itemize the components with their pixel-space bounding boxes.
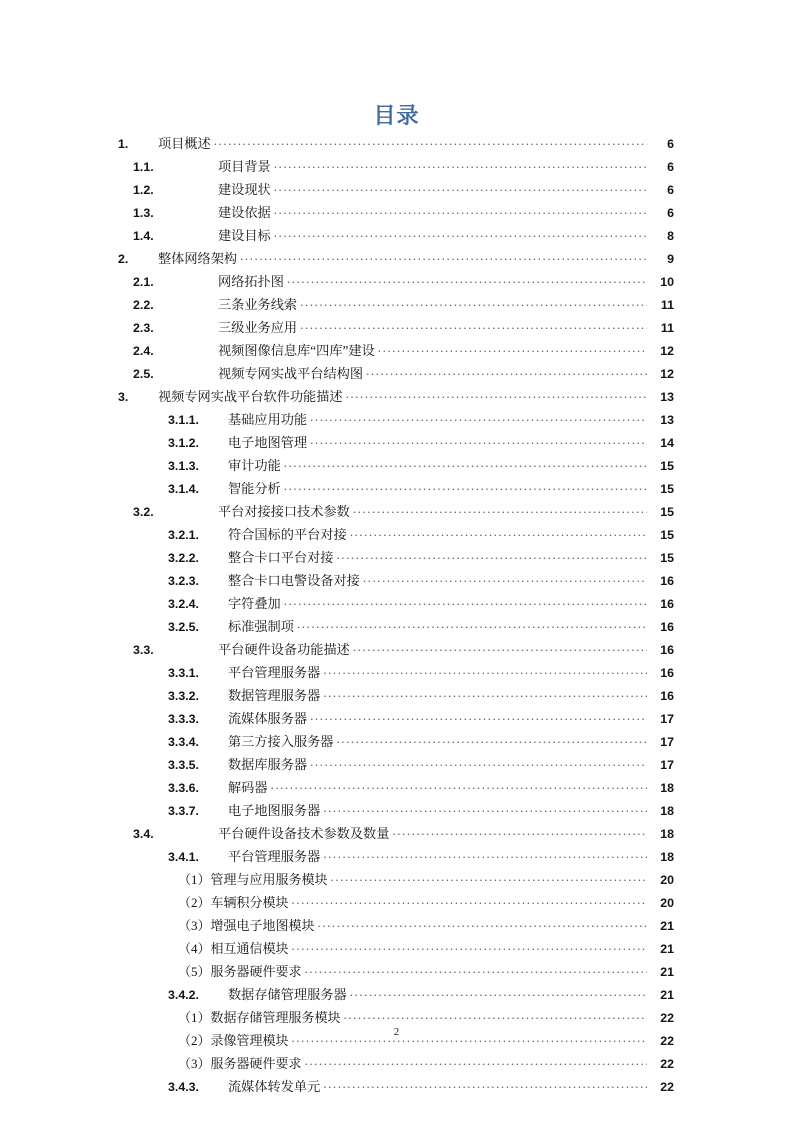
toc-entry[interactable] — [118, 868, 674, 891]
toc-entry-label: 建设目标 — [218, 228, 271, 243]
toc-entry-page: 17 — [660, 758, 674, 772]
toc-entry-label: 电子地图管理 — [228, 435, 308, 450]
toc-dot-leader — [337, 732, 648, 746]
toc-entry[interactable] — [118, 224, 674, 247]
toc-entry-label: 三级业务应用 — [218, 320, 298, 335]
toc-entry-label: 平台硬件设备技术参数及数量 — [218, 826, 390, 841]
toc-entry-label: 解码器 — [228, 780, 268, 795]
toc-entry[interactable] — [118, 385, 674, 408]
toc-entry[interactable] — [118, 408, 674, 431]
toc-entry[interactable] — [118, 293, 674, 316]
toc-entry-page: 11 — [660, 321, 674, 335]
toc-entry-number: 3.1.4. — [168, 482, 200, 496]
page-title: 目录 — [373, 103, 420, 128]
toc-entry-page: 20 — [660, 896, 674, 910]
toc-entry-number: 3.2.4. — [168, 597, 200, 611]
toc-dot-leader — [366, 364, 647, 378]
toc-entry[interactable] — [118, 500, 674, 523]
toc-entry[interactable] — [118, 132, 674, 155]
toc-entry[interactable] — [118, 247, 674, 270]
toc-entry[interactable] — [118, 730, 674, 753]
toc-entry[interactable] — [118, 776, 674, 799]
toc-entry-page: 16 — [660, 620, 674, 634]
toc-entry-label: 整合卡口平台对接 — [228, 550, 334, 565]
toc-entry-page: 16 — [660, 597, 674, 611]
toc-entry-number: 3.4.3. — [168, 1080, 200, 1094]
toc-entry[interactable] — [118, 960, 674, 983]
toc-dot-leader — [337, 548, 648, 562]
toc-dot-leader — [344, 1008, 647, 1022]
toc-entry-number: 2.2. — [133, 298, 154, 312]
toc-entry-number: 1.1. — [133, 160, 154, 174]
toc-entry[interactable] — [118, 799, 674, 822]
toc-entry-number: 2. — [118, 252, 129, 266]
toc-entry-label: 整合卡口电警设备对接 — [228, 573, 360, 588]
toc-dot-leader — [350, 985, 647, 999]
toc-entry-label: 平台对接接口技术参数 — [218, 504, 350, 519]
toc-entry-label: 平台硬件设备功能描述 — [218, 642, 350, 657]
toc-entry-page: 16 — [660, 666, 674, 680]
toc-dot-leader — [297, 617, 647, 631]
toc-entry[interactable] — [118, 914, 674, 937]
toc-dot-leader — [284, 456, 647, 470]
toc-entry-page: 12 — [660, 344, 674, 358]
toc-entry[interactable] — [118, 661, 674, 684]
toc-entry-label: （1）数据存储管理服务模块 — [178, 1010, 341, 1025]
toc-entry[interactable] — [118, 270, 674, 293]
toc-entry-number: 3.2.2. — [168, 551, 200, 565]
toc-dot-leader — [392, 824, 647, 838]
toc-entry-page: 18 — [660, 850, 674, 864]
toc-entry-label: 建设依据 — [218, 205, 271, 220]
toc-entry-number: 3.4.1. — [168, 850, 200, 864]
toc-entry-label: 标准强制项 — [228, 619, 294, 634]
toc-entry-number: 3. — [118, 390, 129, 404]
toc-dot-leader — [310, 755, 647, 769]
toc-entry-label: （5）服务器硬件要求 — [178, 964, 302, 979]
toc-entry-page: 6 — [667, 137, 674, 151]
toc-entry-number: 3.3.6. — [168, 781, 200, 795]
toc-entry-label: 整体网络架构 — [158, 251, 238, 266]
toc-entry[interactable] — [118, 707, 674, 730]
toc-entry-label: （3）增强电子地图模块 — [178, 918, 315, 933]
toc-entry[interactable] — [118, 753, 674, 776]
toc-entry-label: 网络拓扑图 — [218, 274, 284, 289]
toc-dot-leader — [323, 1077, 647, 1091]
toc-entry-number: 2.5. — [133, 367, 154, 381]
table-of-contents — [118, 132, 674, 1098]
toc-entry[interactable] — [118, 891, 674, 914]
toc-entry[interactable] — [118, 684, 674, 707]
toc-entry-page: 22 — [660, 1011, 674, 1025]
toc-dot-leader — [274, 180, 647, 194]
toc-entry-number: 3.4. — [133, 827, 154, 841]
toc-entry[interactable] — [118, 155, 674, 178]
toc-entry-label: 平台管理服务器 — [228, 665, 321, 680]
toc-entry-label: 平台管理服务器 — [228, 849, 321, 864]
toc-dot-leader — [274, 226, 647, 240]
toc-entry-label: （2）录像管理模块 — [178, 1033, 289, 1048]
toc-entry[interactable] — [118, 937, 674, 960]
toc-entry-page: 16 — [660, 689, 674, 703]
toc-entry-number: 3.3.5. — [168, 758, 200, 772]
toc-entry-page: 13 — [660, 390, 674, 404]
toc-dot-leader — [323, 663, 647, 677]
toc-entry-label: 字符叠加 — [228, 596, 281, 611]
toc-dot-leader — [292, 939, 647, 953]
toc-entry-page: 16 — [660, 574, 674, 588]
toc-entry[interactable] — [118, 1052, 674, 1075]
toc-dot-leader — [240, 249, 647, 263]
toc-entry-page: 21 — [660, 965, 674, 979]
toc-dot-leader — [323, 801, 647, 815]
toc-dot-leader — [287, 272, 647, 286]
toc-entry[interactable] — [118, 201, 674, 224]
toc-entry-page: 6 — [667, 206, 674, 220]
toc-entry-number: 3.1.2. — [168, 436, 200, 450]
toc-entry-page: 18 — [660, 827, 674, 841]
toc-entry-label: 视频图像信息库“四库”建设 — [218, 343, 375, 358]
toc-dot-leader — [292, 893, 647, 907]
toc-entry-page: 15 — [660, 482, 674, 496]
toc-entry-page: 17 — [660, 735, 674, 749]
toc-entry[interactable] — [118, 845, 674, 868]
toc-entry-number: 3.2. — [133, 505, 154, 519]
toc-entry[interactable] — [118, 362, 674, 385]
toc-dot-leader — [274, 203, 647, 217]
toc-entry-number: 3.1.1. — [168, 413, 200, 427]
toc-entry-label: 数据管理服务器 — [228, 688, 321, 703]
toc-entry-label: （4）相互通信模块 — [178, 941, 289, 956]
toc-entry-page: 9 — [667, 252, 674, 266]
toc-entry-page: 17 — [660, 712, 674, 726]
toc-entry-number: 3.2.3. — [168, 574, 200, 588]
toc-entry-page: 18 — [660, 781, 674, 795]
toc-dot-leader — [318, 916, 647, 930]
toc-entry-label: 建设现状 — [218, 182, 271, 197]
toc-entry[interactable] — [118, 477, 674, 500]
toc-entry-label: 数据存储管理服务器 — [228, 987, 347, 1002]
toc-entry-number: 3.3.7. — [168, 804, 200, 818]
toc-entry-label: 项目概述 — [158, 136, 211, 151]
toc-entry-label: （3）服务器硬件要求 — [178, 1056, 302, 1071]
toc-entry-page: 8 — [667, 229, 674, 243]
toc-dot-leader — [346, 387, 647, 401]
toc-dot-leader — [305, 1054, 647, 1068]
toc-entry[interactable] — [118, 316, 674, 339]
toc-entry-label: 第三方接入服务器 — [228, 734, 334, 749]
toc-entry-label: 三条业务线索 — [218, 297, 298, 312]
toc-entry[interactable] — [118, 983, 674, 1006]
toc-entry-page: 12 — [660, 367, 674, 381]
toc-dot-leader — [300, 295, 647, 309]
toc-entry-label: 基础应用功能 — [228, 412, 308, 427]
toc-entry-page: 6 — [667, 160, 674, 174]
toc-entry[interactable] — [118, 339, 674, 362]
toc-entry-number: 3.3.3. — [168, 712, 200, 726]
toc-entry-page: 15 — [660, 528, 674, 542]
page-number: 2 — [393, 1026, 400, 1038]
toc-entry-page: 15 — [660, 505, 674, 519]
toc-dot-leader — [284, 479, 647, 493]
toc-entry-number: 3.2.5. — [168, 620, 200, 634]
toc-entry-page: 21 — [660, 988, 674, 1002]
toc-entry-number: 3.3. — [133, 643, 154, 657]
toc-entry-number: 1. — [118, 137, 129, 151]
toc-entry-number: 3.3.4. — [168, 735, 200, 749]
toc-entry-page: 15 — [660, 551, 674, 565]
toc-entry-number: 3.3.2. — [168, 689, 200, 703]
toc-dot-leader — [305, 962, 647, 976]
toc-entry[interactable] — [118, 638, 674, 661]
toc-entry-page: 20 — [660, 873, 674, 887]
toc-entry-page: 22 — [660, 1080, 674, 1094]
toc-dot-leader — [378, 341, 647, 355]
toc-entry-number: 3.3.1. — [168, 666, 200, 680]
toc-entry-number: 1.2. — [133, 183, 154, 197]
toc-entry-label: 视频专网实战平台结构图 — [218, 366, 364, 381]
toc-entry-label: 数据库服务器 — [228, 757, 308, 772]
toc-dot-leader — [284, 594, 647, 608]
toc-entry-page: 15 — [660, 459, 674, 473]
toc-entry-page: 13 — [660, 413, 674, 427]
toc-entry-page: 14 — [660, 436, 674, 450]
toc-entry-page: 21 — [660, 942, 674, 956]
toc-entry-number: 3.2.1. — [168, 528, 200, 542]
toc-dot-leader — [274, 157, 647, 171]
toc-entry-label: （2）车辆积分模块 — [178, 895, 289, 910]
toc-entry-label: （1）管理与应用服务模块 — [178, 872, 328, 887]
toc-entry[interactable] — [118, 569, 674, 592]
toc-entry[interactable] — [118, 431, 674, 454]
toc-entry-number: 2.1. — [133, 275, 154, 289]
toc-dot-leader — [350, 525, 647, 539]
toc-dot-leader — [214, 134, 647, 148]
toc-dot-leader — [300, 318, 647, 332]
toc-entry-number: 3.4.2. — [168, 988, 200, 1002]
toc-entry-number: 1.4. — [133, 229, 154, 243]
toc-dot-leader — [323, 686, 647, 700]
toc-entry-page: 22 — [660, 1034, 674, 1048]
toc-entry-label: 流媒体服务器 — [228, 711, 308, 726]
toc-entry-page: 18 — [660, 804, 674, 818]
toc-dot-leader — [331, 870, 647, 884]
toc-entry-label: 电子地图服务器 — [228, 803, 321, 818]
toc-entry-number: 2.4. — [133, 344, 154, 358]
toc-entry-label: 项目背景 — [218, 159, 271, 174]
toc-entry-page: 22 — [660, 1057, 674, 1071]
toc-entry-number: 2.3. — [133, 321, 154, 335]
toc-entry-number: 1.3. — [133, 206, 154, 220]
toc-entry[interactable] — [118, 592, 674, 615]
toc-entry-page: 16 — [660, 643, 674, 657]
toc-dot-leader — [363, 571, 647, 585]
toc-dot-leader — [310, 410, 647, 424]
toc-entry-label: 符合国标的平台对接 — [228, 527, 347, 542]
toc-entry[interactable] — [118, 523, 674, 546]
toc-entry-page: 10 — [660, 275, 674, 289]
toc-entry[interactable] — [118, 822, 674, 845]
toc-entry[interactable] — [118, 454, 674, 477]
toc-entry-label: 视频专网实战平台软件功能描述 — [158, 389, 343, 404]
toc-entry[interactable] — [118, 1075, 674, 1098]
toc-entry-page: 6 — [667, 183, 674, 197]
toc-dot-leader — [310, 433, 647, 447]
toc-dot-leader — [323, 847, 647, 861]
toc-entry-number: 3.1.3. — [168, 459, 200, 473]
toc-entry-page: 11 — [660, 298, 674, 312]
toc-dot-leader — [353, 502, 647, 516]
toc-entry-label: 智能分析 — [228, 481, 281, 496]
toc-entry[interactable] — [118, 615, 674, 638]
toc-entry-label: 审计功能 — [228, 458, 281, 473]
toc-entry[interactable] — [118, 546, 674, 569]
toc-entry-label: 流媒体转发单元 — [228, 1079, 321, 1094]
toc-entry[interactable] — [118, 178, 674, 201]
toc-dot-leader — [271, 778, 647, 792]
toc-dot-leader — [353, 640, 647, 654]
toc-dot-leader — [310, 709, 647, 723]
toc-entry-page: 21 — [660, 919, 674, 933]
